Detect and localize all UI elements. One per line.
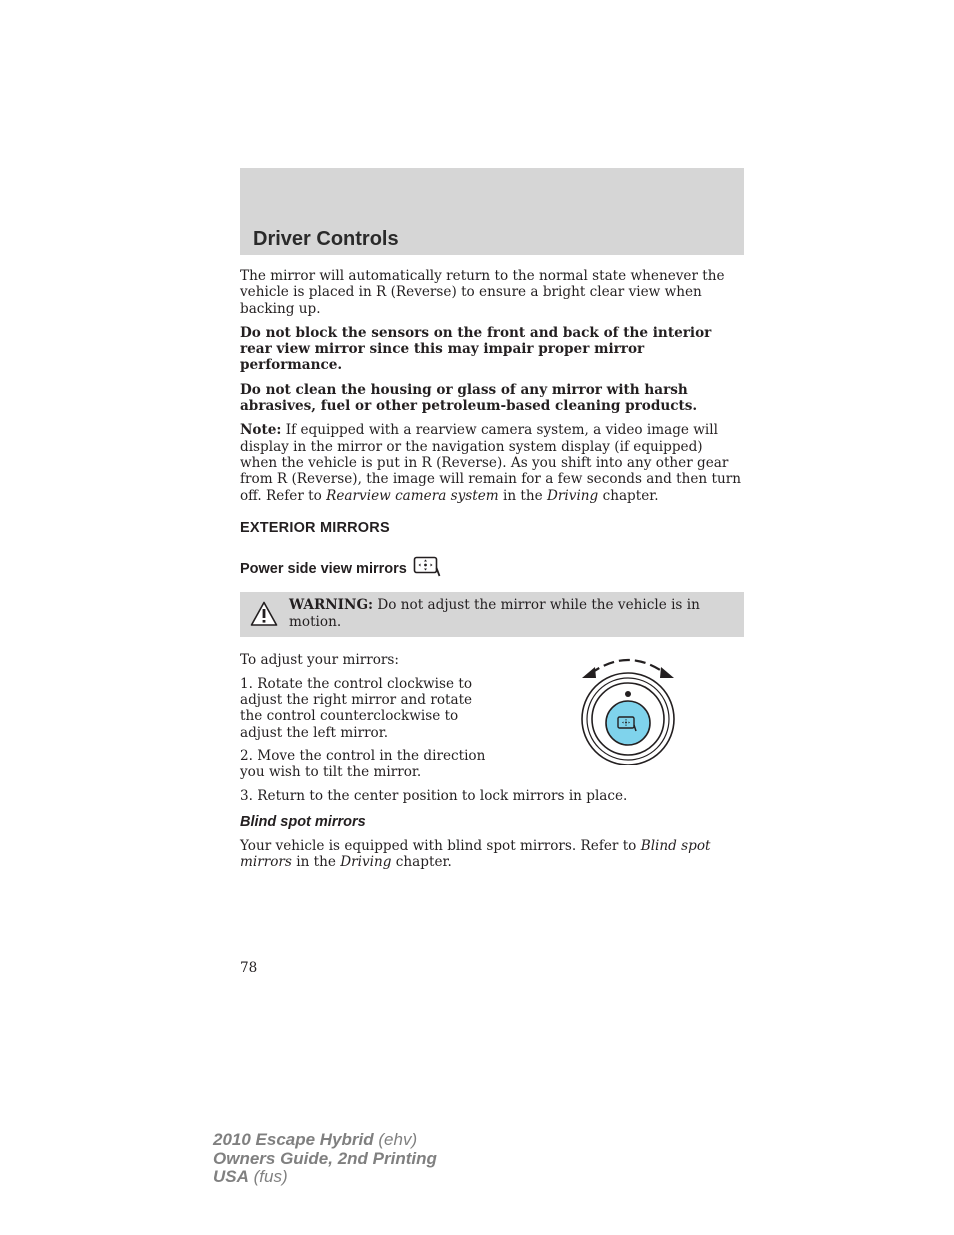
warning-message: Do not adjust the mirror while the vehicle is in motion. (289, 597, 700, 630)
section-title: Driver Controls (253, 228, 399, 250)
power-mirrors-heading: Power side view mirrors (240, 561, 407, 578)
footer-printing: Owners Guide, 2nd Printing (213, 1148, 437, 1168)
page-content (240, 268, 744, 879)
blind-spot-text: Your vehicle is equipped with blind spot mirrors. Refer to (240, 838, 641, 855)
blind-spot-paragraph (240, 838, 744, 871)
note-mid: in the (498, 487, 548, 504)
step-3: 3. Return to the center position to lock mirrors in place. (240, 787, 628, 804)
note-ref-camera: Rearview camera system (326, 487, 499, 504)
footer-line-2 (213, 1150, 437, 1169)
footer (213, 1131, 437, 1187)
step-1: 1. Rotate the control clockwise to adjust the right mirror and rotate the control counterclockwise to adjust the left mirror. (240, 675, 473, 741)
power-mirrors-heading-row (240, 556, 744, 582)
adjust-intro: To adjust your mirrors: (240, 652, 399, 669)
note-label: Note: (240, 422, 282, 439)
warning-box (240, 592, 744, 637)
footer-model: 2010 Escape Hybrid (213, 1130, 374, 1149)
warning-triangle-icon (250, 601, 278, 631)
blind-spot-ref: Blind spot mirrors (240, 838, 711, 871)
footer-line-3 (213, 1168, 437, 1187)
warning-text (289, 597, 714, 630)
caution-cleaning: Do not clean the housing or glass of any mirror with harsh abrasives, fuel or other petroleum-based cleaning products. (240, 381, 698, 415)
intro-paragraph: The mirror will automatically return to the normal state whenever the vehicle is placed in R (Reverse) to ensure a bright clear view when backing up. (240, 268, 725, 317)
blind-spot-heading: Blind spot mirrors (240, 813, 366, 830)
mirror-control-icon (413, 556, 441, 582)
step-2: 2. Move the control in the direction you wish to tilt the mirror. (240, 747, 486, 781)
caution-sensors: Do not block the sensors on the front and back of the interior rear view mirror since this may impair proper mirror performance. (240, 324, 712, 374)
footer-line-1 (213, 1131, 437, 1150)
warning-label: WARNING: (289, 597, 374, 614)
exterior-mirrors-heading: EXTERIOR MIRRORS (240, 519, 390, 536)
footer-market-code: (fus) (248, 1167, 288, 1186)
blind-spot-ref-driving: Driving (340, 854, 392, 871)
note-text: If equipped with a rearview camera system, a video image will display in the mirror or the navigation system display (if equipped) when the vehicle is put in R (Reverse). As you shift into any other gear from R (Reverse), the image will remain for a few seconds and then turn off. Refer to (240, 422, 741, 504)
adjust-steps (240, 652, 744, 803)
mirror-knob-illustration (576, 650, 680, 769)
footer-market: USA (213, 1167, 249, 1186)
footer-model-code: (ehv) (373, 1130, 418, 1149)
blind-spot-end: chapter. (391, 854, 452, 871)
blind-spot-mid: in the (291, 854, 341, 871)
note-ref-driving: Driving (547, 487, 599, 504)
note-end: chapter. (598, 487, 659, 504)
page-number: 78 (240, 960, 258, 976)
note-paragraph (240, 422, 744, 503)
